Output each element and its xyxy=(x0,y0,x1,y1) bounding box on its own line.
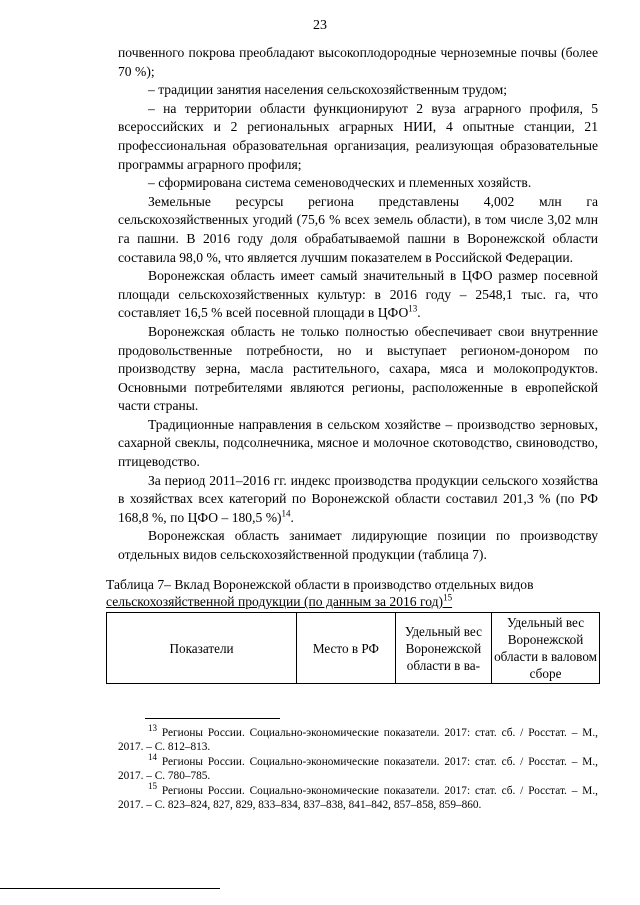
body-text xyxy=(118,44,598,565)
paragraph-sown-area-end: . xyxy=(417,305,421,321)
paragraph-leading-positions: Воронежская область занимает лидирующие позиции по производству отдельных видов сельскохозяйственной продукции (таблица 7). xyxy=(118,528,598,563)
table-header-row xyxy=(107,613,600,684)
footnote-ref-15[interactable]: 15 xyxy=(443,592,453,603)
paragraph-soil-continuation: почвенного покрова преобладают высокоплодородные черноземные почвы (более 70 %); xyxy=(118,45,598,79)
bullet-seed-breeding-system: – сформирована система семеноводческих и племенных хозяйств. xyxy=(148,175,532,191)
footnote-15-number: 15 xyxy=(148,780,157,791)
paragraph-traditional-directions: Традиционные направления в сельском хозяйстве – производство зерновых, сахарной свеклы, подсолнечника, мясное и молочное скотоводство, свиноводство, птицеводство. xyxy=(118,416,598,470)
bullet-labor-traditions: – традиции занятия населения сельскохозяйственным трудом; xyxy=(148,82,508,98)
table-caption-line2-text: сельскохозяйственной продукции (по данным за 2016 год) xyxy=(106,594,444,609)
paragraph-production-index xyxy=(118,472,598,528)
page-number: 23 xyxy=(313,18,327,33)
paragraph-food-needs: Воронежская область не только полностью обеспечивает свои внутренние продовольственные потребности, но и выступает регионом-донором по производству зерна, масла растительного, сахара, мяса и молокопродуктов. Основными потребителями являются регионы, расположенные в европейской части страны. xyxy=(118,323,598,414)
footnote-ref-14[interactable]: 14 xyxy=(281,508,291,519)
footnote-separator xyxy=(145,718,280,719)
bullet-agricultural-institutions: – на территории области функционируют 2 вуза аграрного профиля, 5 всероссийских и 2 региональных аграрных НИИ, 4 опытные станции, 21 профессиональная образовательная организация, реализующая образовательные программы аграрного профиля; xyxy=(118,100,598,172)
table-7 xyxy=(106,612,600,684)
footnote-13-text: Регионы России. Социально-экономические показатели. 2017: стат. сб. / Росстат. – М., 2017. – С. 812–813. xyxy=(118,727,598,754)
footnote-14-text: Регионы России. Социально-экономические показатели. 2017: стат. сб. / Росстат. – М., 2017. – С. 780–785. xyxy=(118,755,598,783)
footnote-ref-13[interactable]: 13 xyxy=(408,303,418,314)
header-indicators: Показатели xyxy=(107,613,297,684)
bottom-rule xyxy=(0,888,220,889)
footnote-14 xyxy=(118,752,598,784)
paragraph-sown-area xyxy=(118,267,598,323)
footnote-13 xyxy=(118,723,598,755)
footnote-13-number: 13 xyxy=(148,723,157,734)
header-share-gross-harvest: Удельный вес Воронежской области в валовом сборе xyxy=(492,613,600,684)
paragraph-production-index-end: . xyxy=(290,509,294,525)
table-caption-line2 xyxy=(106,593,600,610)
header-share-voronezh: Удельный вес Воронежской области в ва- xyxy=(395,613,491,684)
footnotes xyxy=(118,723,598,812)
paragraph-production-index-text: За период 2011–2016 гг. индекс производства продукции сельского хозяйства в хозяйствах всех категорий по Воронежской области составил 201,3 % (по РФ 168,8 %, по ЦФО – 180,5 %) xyxy=(118,472,598,525)
paragraph-sown-area-text: Воронежская область имеет самый значительный в ЦФО размер посевной площади сельскохозяйственных культур: в 2016 году – 2548,1 тыс. га, что составляет 16,5 % всей посевной площади в ЦФО xyxy=(118,268,598,321)
table-caption xyxy=(106,576,600,610)
table-caption-line1: Таблица 7– Вклад Воронежской области в производство отдельных видов xyxy=(106,577,534,592)
header-rank-rf: Место в РФ xyxy=(297,613,396,684)
footnote-14-number: 14 xyxy=(148,752,157,763)
footnote-15 xyxy=(118,780,598,813)
footnote-15-text: Регионы России. Социально-экономические показатели. 2017: стат. сб. / Росстат. – М., 2017. – С. 823–824, 827, 829, 833–834, 837–838, 841–842, 857–858, 859–860. xyxy=(118,784,598,812)
paragraph-land-resources: Земельные ресурсы региона представлены 4,002 млн га сельскохозяйственных угодий (75,6 % всех земель области), в том числе 3,02 млн га пашни. В 2016 году доля обрабатываемой пашни в Воронежской области составила 98,0 %, что является лучшим показателем в Российской Федерации. xyxy=(118,193,598,265)
